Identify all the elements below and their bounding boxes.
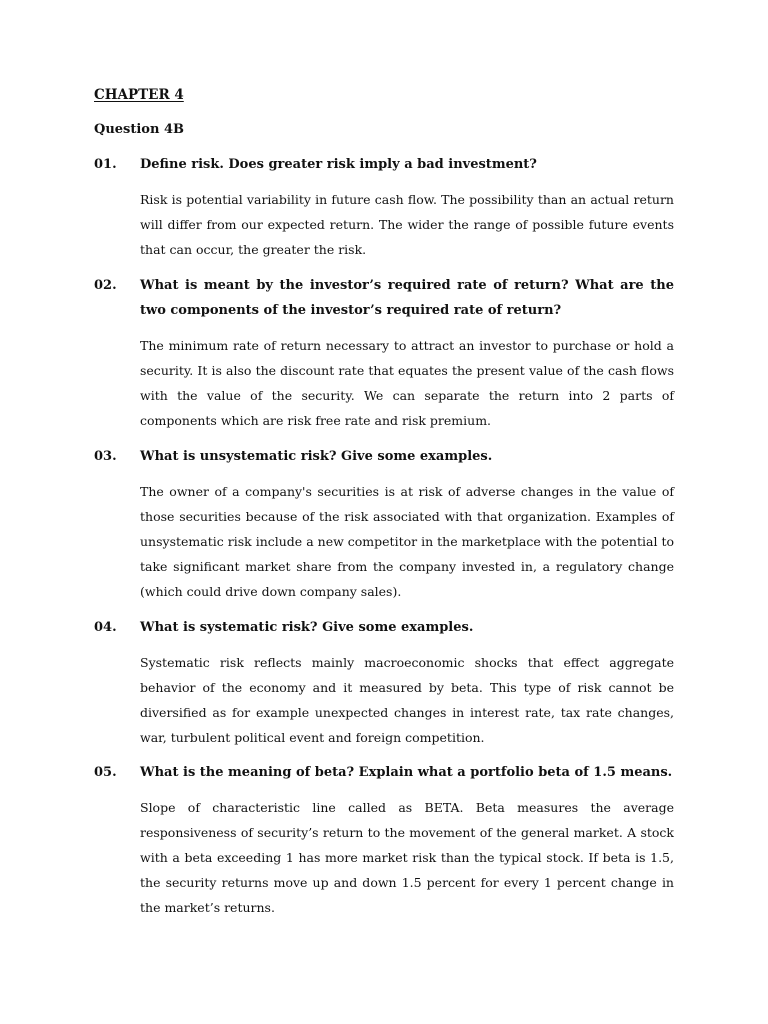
question-text: What is the meaning of beta? Explain what a portfolio beta of 1.5 means. xyxy=(140,765,673,780)
question-block-04 xyxy=(94,615,674,750)
question-block-03 xyxy=(94,444,674,604)
question-number: 01. xyxy=(94,157,117,172)
question-number: 02. xyxy=(94,278,117,293)
question-number: 03. xyxy=(94,449,117,464)
question-text: Define risk. Does greater risk imply a bad investment? xyxy=(140,157,537,172)
question-number: 05. xyxy=(94,765,117,780)
answer-text: Systematic risk reflects mainly macroeconomic shocks that effect aggregate behavior of the economy and it measured by beta. This type of risk cannot be diversified as for example unexpected changes in interest rate, tax rate changes, war, turbulent political event and foreign competition. xyxy=(140,655,674,745)
question-block-01 xyxy=(94,152,674,262)
question-text: What is unsystematic risk? Give some examples. xyxy=(140,449,493,464)
answer-text: Risk is potential variability in future cash flow. The possibility than an actual return will differ from our expected return. The wider the range of possible future events that can occur, the greater the risk. xyxy=(140,192,674,257)
question-block-05 xyxy=(94,760,674,920)
answer-text: The owner of a company's securities is at risk of adverse changes in the value of those securities because of the risk associated with that organization. Examples of unsystematic risk include a new competitor in the marketplace with the potential to take significant market share from the company invested in, a regulatory change (which could drive down company sales). xyxy=(140,484,674,599)
question-text: What is systematic risk? Give some examples. xyxy=(140,620,474,635)
question-number: 04. xyxy=(94,620,117,635)
question-block-02 xyxy=(94,273,674,433)
question-set-heading: Question 4B xyxy=(94,122,184,137)
answer-text: Slope of characteristic line called as BETA. Beta measures the average responsiveness of security’s return to the movement of the general market. A stock with a beta exceeding 1 has more market risk than the typical stock. If beta is 1.5, the security returns move up and down 1.5 percent for every 1 percent change in the market’s returns. xyxy=(140,800,674,915)
chapter-title: CHAPTER 4 xyxy=(94,87,184,103)
question-text: What is meant by the investor’s required rate of return? What are the two components of the investor’s required rate of return? xyxy=(140,278,674,318)
answer-text: The minimum rate of return necessary to attract an investor to purchase or hold a security. It is also the discount rate that equates the present value of the cash flows with the value of the security. We can separate the return into 2 parts of components which are risk free rate and risk premium. xyxy=(140,338,674,428)
